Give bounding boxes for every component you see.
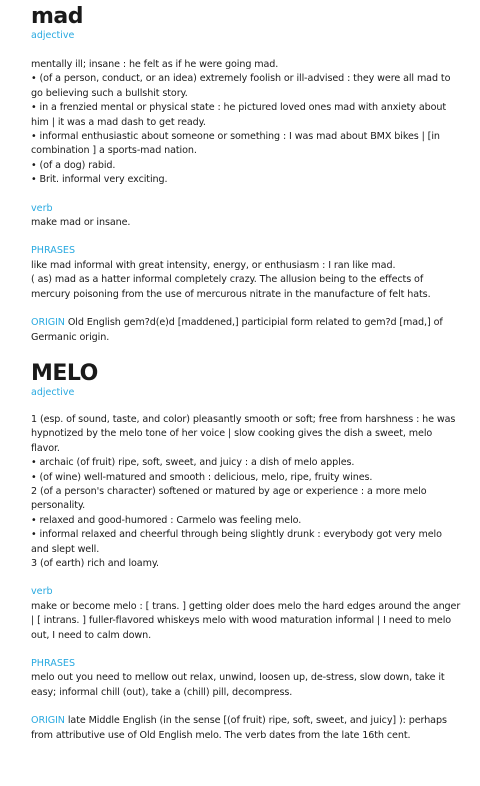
sense: 2 (of a person's character) softened or matured by age or experience : a more melo personality. xyxy=(31,485,427,512)
origin-label: ORIGIN xyxy=(31,715,65,727)
verb-label: verb xyxy=(31,586,53,598)
entry-melo xyxy=(31,360,462,743)
senses xyxy=(31,58,462,188)
verb-definition: make mad or insane. xyxy=(31,217,131,229)
phrases-label: PHRASES xyxy=(31,245,76,257)
spacer xyxy=(31,302,462,316)
sense: • archaic (of fruit) ripe, soft, sweet, and juicy : a dish of melo apples. xyxy=(31,457,355,469)
sense: • (of a dog) rabid. xyxy=(31,159,116,171)
entry-mad xyxy=(31,6,462,345)
sense: • in a frenzied mental or physical state : he pictured loved ones mad with anxiety about him | it was a mad dash to get ready. xyxy=(31,102,447,128)
spacer xyxy=(31,188,462,202)
sense: • Brit. informal very exciting. xyxy=(31,174,168,186)
headword: MELO xyxy=(31,360,98,386)
spacer xyxy=(31,230,462,244)
sense: • informal relaxed and cheerful through being slightly drunk : everybody got very melo and slept well. xyxy=(31,529,442,555)
sense: • (of wine) well-matured and smooth : delicious, melo, ripe, fruity wines. xyxy=(31,471,373,483)
sense: 3 (of earth) rich and loamy. xyxy=(31,557,159,569)
part-of-speech: adjective xyxy=(31,386,75,398)
origin-text: late Middle English (in the sense [(of fruit) ripe, soft, sweet, and juicy] ): perhaps from attributive use of Old English melo. The verb dates from the late 16th cent. xyxy=(31,715,447,741)
origin xyxy=(31,316,462,345)
sense: • relaxed and good-humored : Carmelo was feeling melo. xyxy=(31,514,302,526)
spacer xyxy=(31,643,462,657)
sense: mentally ill; insane : he felt as if he were going mad. xyxy=(31,59,279,70)
senses xyxy=(31,413,462,571)
phrase: melo out you need to mellow out relax, unwind, loosen up, de-stress, slow down, take it easy; informal chill (out), take a (chill) pill, decompress. xyxy=(31,672,445,698)
phrase: ( as) mad as a hatter informal completely crazy. The allusion being to the effects of mercury poisoning from the use of mercurous nitrate in the manufacture of felt hats. xyxy=(31,274,431,300)
origin-text: Old English gem?d(e)d [maddened,] participial form related to gem?d [mad,] of Germanic origin. xyxy=(31,317,443,343)
phrase: like mad informal with great intensity, energy, or enthusiasm : I ran like mad. xyxy=(31,259,396,271)
verb-label: verb xyxy=(31,202,53,214)
origin-label: ORIGIN xyxy=(31,317,65,329)
part-of-speech: adjective xyxy=(31,30,75,41)
phrases-label: PHRASES xyxy=(31,658,76,669)
headword: mad xyxy=(31,4,84,29)
verb-definition: make or become melo : [ trans. ] getting older does melo the hard edges around the anger | [ intrans. ] fuller-flavored whiskeys melo with wood maturation informal | I need to melo out, I need to calm down. xyxy=(31,600,461,641)
sense: • (of a person, conduct, or an idea) extremely foolish or ill-advised : they were all mad to go believing such a bullshit story. xyxy=(31,73,451,99)
spacer xyxy=(31,700,462,714)
sense: 1 (esp. of sound, taste, and color) pleasantly smooth or soft; free from harshness : he was hypnotized by the melo tone of her voice | slow cooking gives the dish a sweet, melo flavor. xyxy=(31,413,456,454)
origin xyxy=(31,714,462,743)
spacer xyxy=(31,571,462,585)
sense: • informal enthusiastic about someone or something : I was mad about BMX bikes | [in combination ] a sports-mad nation. xyxy=(31,131,440,157)
